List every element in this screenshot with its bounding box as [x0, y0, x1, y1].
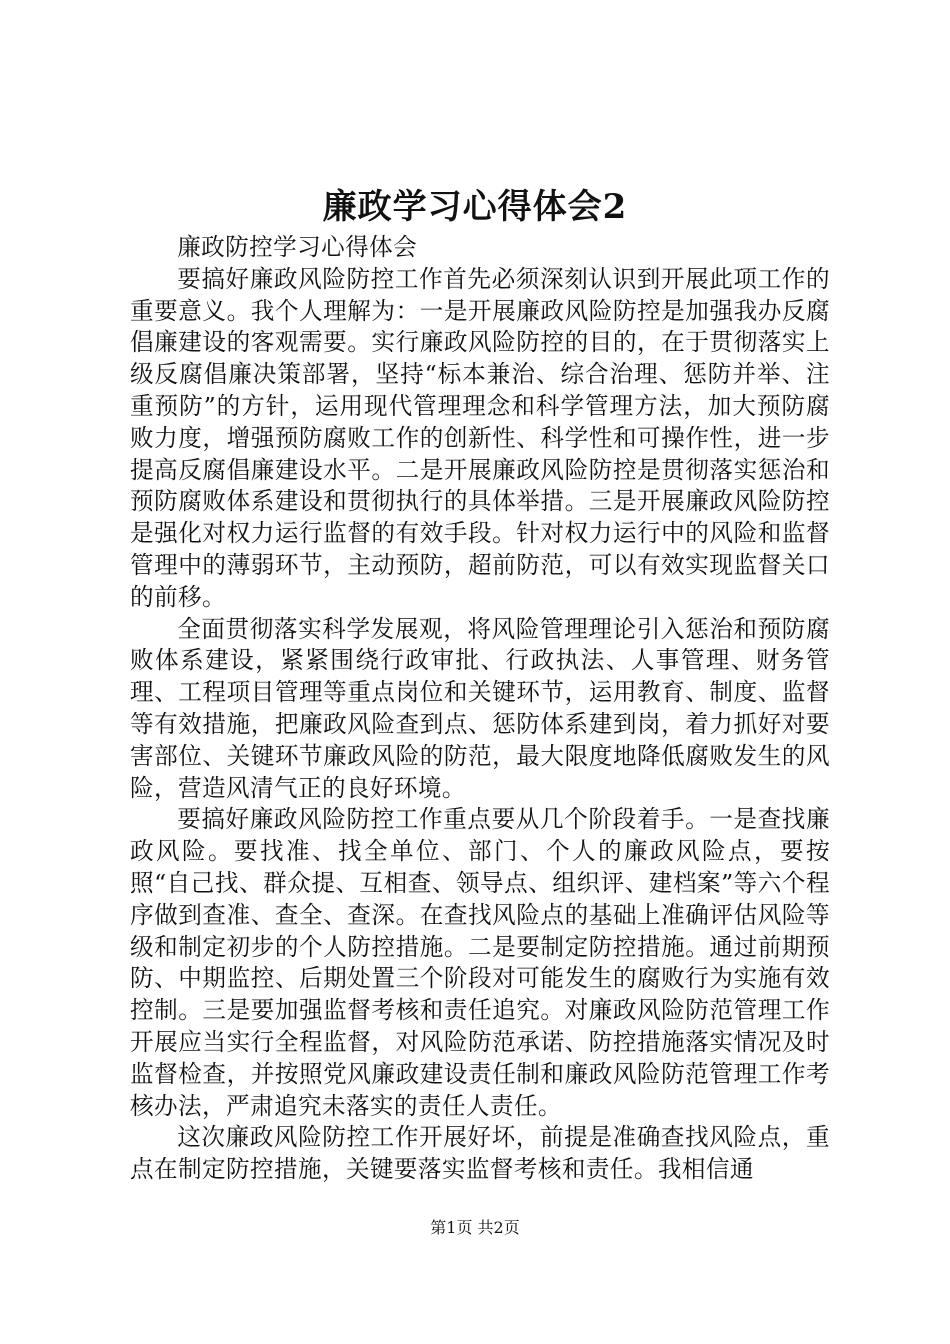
- paragraph-2: 全面贯彻落实科学发展观，将风险管理理论引入惩治和预防腐败体系建设，紧紧围绕行政审批、行政执法、人事管理、财务管理、工程项目管理等重点岗位和关键环节，运用教育、制度、监督等有效措施，把廉政风险查到点、惩防体系建到岗，着力抓好对要害部位、关键环节廉政风险的防范，最大限度地降低腐败发生的风险，营造风清气正的良好环境。: [130, 614, 830, 802]
- document-subtitle: 廉政防控学习心得体会: [177, 233, 418, 261]
- page-footer: 第1页 共2页: [430, 1218, 520, 1237]
- paragraph-1: 要搞好廉政风险防控工作首先必须深刻认识到开展此项工作的重要意义。我个人理解为：一是开展廉政风险防控是加强我办反腐倡廉建设的客观需要。实行廉政风险防控的目的，在于贯彻落实上级反腐倡廉决策部署，坚持“标本兼治、综合治理、惩防并举、注重预防”的方针，运用现代管理理念和科学管理方法，加大预防腐败力度，增强预防腐败工作的创新性、科学性和可操作性，进一步提高反腐倡廉建设水平。二是开展廉政风险防控是贯彻落实惩治和预防腐败体系建设和贯彻执行的具体举措。三是开展廉政风险防控是强化对权力运行监督的有效手段。针对权力运行中的风险和监督管理中的薄弱环节，主动预防，超前防范，可以有效实现监督关口的前移。: [130, 264, 830, 611]
- document-body: [130, 232, 830, 1186]
- paragraph-4: 这次廉政风险防控工作开展好坏，前提是准确查找风险点，重点在制定防控措施，关键要落实监督考核和责任。我相信通: [130, 1123, 830, 1184]
- paragraph-3: 要搞好廉政风险防控工作重点要从几个阶段着手。一是查找廉政风险。要找准、找全单位、部门、个人的廉政风险点，要按照“自己找、群众提、互相查、领导点、组织评、建档案”等六个程序做到查准、查全、查深。在查找风险点的基础上准确评估风险等级和制定初步的个人防控措施。二是要制定防控措施。通过前期预防、中期监控、后期处置三个阶段对可能发生的腐败行为实施有效控制。三是要加强监督考核和责任追究。对廉政风险防范管理工作开展应当实行全程监督，对风险防范承诺、防控措施落实情况及时监督检查，并按照党风廉政建设责任制和廉政风险防范管理工作考核办法，严肃追究未落实的责任人责任。: [130, 805, 830, 1120]
- document-title: 廉政学习心得体会2: [322, 187, 628, 227]
